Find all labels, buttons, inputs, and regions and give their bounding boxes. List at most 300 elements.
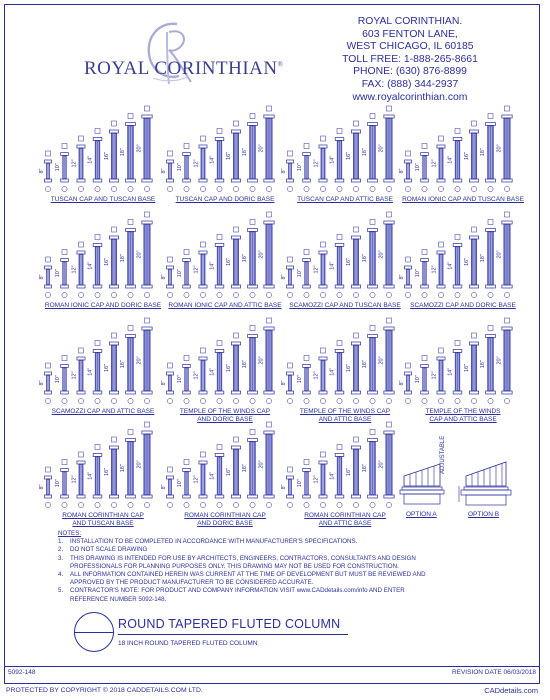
column-elevation (109, 333, 118, 404)
column-elevation (231, 437, 240, 508)
size-label: 18" (480, 360, 487, 369)
notes-header: NOTES: (58, 530, 82, 537)
column-group (162, 420, 288, 530)
size-label: 12" (71, 265, 78, 274)
column-group-caption: ROMAN CORINTHIAN CAP (62, 512, 144, 519)
column-elevation (368, 114, 378, 192)
column-elevation (453, 129, 462, 192)
company-name: ROYAL CORINTHIAN. (357, 16, 463, 27)
column-elevation (183, 250, 191, 298)
note-line (58, 555, 478, 563)
column-elevation (421, 356, 429, 404)
size-label: 16" (463, 257, 470, 267)
column-elevation (61, 460, 69, 508)
size-label: 14" (447, 155, 454, 164)
size-label: 12" (313, 371, 320, 380)
size-label: 8" (39, 168, 45, 174)
column-group (162, 210, 288, 320)
column-elevation (421, 144, 429, 192)
column-elevation (126, 326, 136, 404)
column-group (400, 316, 526, 426)
column-group-caption: TUSCAN CAP AND DORIC BASE (175, 196, 275, 203)
size-label: 20" (378, 356, 385, 365)
note-line (58, 587, 478, 595)
size-label: 20" (496, 356, 503, 365)
size-label: 16" (103, 257, 110, 267)
column-elevation (183, 356, 191, 404)
column-elevation (287, 363, 294, 404)
column-elevations-svg (162, 420, 288, 512)
column-elevation (405, 257, 412, 298)
reference-code: 5092-148 (8, 669, 36, 676)
note-line (58, 563, 478, 571)
column-elevation (126, 114, 136, 192)
size-label: 10" (415, 269, 422, 278)
column-elevation (319, 452, 327, 508)
size-label: 8" (161, 484, 167, 490)
column-group-caption: TUSCAN CAP AND TUSCAN BASE (50, 196, 156, 203)
column-group-caption: CAP AND ATTIC BASE (429, 415, 497, 423)
size-label: 20" (258, 250, 265, 259)
size-label: 18" (120, 148, 127, 157)
column-group-caption: ROMAN IONIC CAP AND ATTIC BASE (168, 302, 282, 309)
column-elevation (502, 106, 512, 192)
column-elevation (61, 144, 69, 192)
column-elevation (199, 452, 207, 508)
size-label: 12" (71, 159, 78, 168)
size-label: 16" (345, 467, 352, 477)
column-elevation (45, 467, 52, 508)
column-elevation (264, 212, 274, 298)
size-label: 20" (136, 250, 143, 259)
note-text: INSTALLATION TO BE COMPLETED IN ACCORDANCE WITH MANUFACTURER'S SPECIFICATIONS. (70, 538, 358, 546)
size-label: 10" (55, 269, 62, 278)
size-label: 16" (103, 467, 110, 477)
column-group (40, 104, 166, 214)
column-group-caption: TEMPLE OF THE WINDS (425, 408, 501, 415)
title-block-divider (4, 666, 540, 667)
column-group (162, 316, 288, 426)
column-elevation (264, 422, 274, 508)
size-label: 14" (329, 155, 336, 164)
size-label: 8" (281, 484, 287, 490)
size-label: 20" (378, 250, 385, 259)
note-number: 1. (58, 538, 64, 546)
column-elevation (384, 106, 394, 192)
column-elevation (231, 333, 240, 404)
note-line (58, 596, 478, 604)
size-label: 8" (281, 168, 287, 174)
size-label: 10" (297, 269, 304, 278)
drawing-title: ROUND TAPERED FLUTED COLUMN (118, 617, 341, 631)
column-elevation (142, 106, 152, 192)
column-elevation (77, 136, 85, 192)
column-group (400, 104, 526, 214)
note-text: PROFESSIONALS FOR PLANNING PURPOSES ONLY. THIS DRAWING MAY NOT BE USED FOR CONSTRUCTION. (70, 562, 399, 570)
column-elevation (303, 460, 311, 508)
size-label: 8" (161, 274, 167, 280)
column-elevation (335, 341, 344, 404)
size-label: 16" (225, 363, 232, 373)
column-elevations-svg (282, 316, 408, 408)
size-label: 16" (225, 257, 232, 267)
revision-date: REVISION DATE 06/03/2018 (451, 669, 536, 676)
column-group-caption: AND DORIC BASE (197, 519, 253, 527)
size-label: 12" (193, 265, 200, 274)
size-label: 10" (297, 479, 304, 488)
size-label: 14" (329, 261, 336, 270)
column-elevation (77, 242, 85, 298)
size-label: 10" (415, 375, 422, 384)
size-label: 14" (209, 261, 216, 270)
option-b-label: OPTION B (468, 511, 500, 518)
column-elevation (45, 151, 52, 192)
size-label: 16" (103, 363, 110, 373)
column-elevation (437, 136, 445, 192)
column-elevation (319, 242, 327, 298)
column-elevation (264, 318, 274, 404)
column-elevation (384, 422, 394, 508)
column-elevation (126, 220, 136, 298)
size-label: 12" (193, 475, 200, 484)
size-label: 8" (281, 380, 287, 386)
size-label: 18" (120, 360, 127, 369)
size-label: 14" (447, 261, 454, 270)
size-label: 18" (362, 360, 369, 369)
column-elevation (109, 437, 118, 508)
column-group-caption: TUSCAN CAP AND ATTIC BASE (297, 196, 393, 203)
column-group (282, 104, 408, 214)
note-text: REFERENCE NUMBER 5092-148. (70, 595, 167, 603)
column-elevation (486, 220, 496, 298)
column-elevation (93, 235, 102, 298)
column-elevation (264, 106, 274, 192)
size-label: 18" (362, 148, 369, 157)
column-elevation (421, 250, 429, 298)
column-elevation (231, 121, 240, 192)
fax-number: FAX: (888) 344-2937 (361, 78, 459, 90)
column-elevation (287, 257, 294, 298)
size-label: 20" (378, 144, 385, 153)
column-group-caption: ROMAN CORINTHIAN CAP (304, 512, 386, 519)
size-label: 20" (496, 250, 503, 259)
size-label: 14" (209, 367, 216, 376)
column-elevation (405, 363, 412, 404)
size-label: 18" (480, 254, 487, 263)
column-elevation (368, 430, 378, 508)
column-elevation (183, 144, 191, 192)
column-elevations-svg (162, 104, 288, 196)
note-number: 4. (58, 571, 64, 579)
column-elevation (287, 467, 294, 508)
column-group (162, 104, 288, 214)
column-elevations-svg (162, 316, 288, 408)
column-elevation (351, 333, 360, 404)
column-elevations-svg (40, 104, 166, 196)
size-label: 10" (297, 375, 304, 384)
column-elevations-svg (400, 316, 526, 408)
column-elevation (199, 136, 207, 192)
column-group (40, 210, 166, 320)
column-elevations-svg (40, 316, 166, 408)
column-group-caption: AND TUSCAN BASE (72, 519, 134, 527)
size-label: 16" (103, 151, 110, 161)
size-label: 16" (225, 467, 232, 477)
column-elevation (437, 242, 445, 298)
note-line (58, 538, 478, 546)
column-elevation (319, 136, 327, 192)
column-group (40, 316, 166, 426)
column-elevation (77, 348, 85, 404)
size-label: 20" (496, 144, 503, 153)
column-group-caption: ROMAN IONIC CAP AND TUSCAN BASE (402, 196, 524, 203)
size-label: 20" (378, 460, 385, 469)
column-elevation (199, 242, 207, 298)
size-label: 8" (399, 380, 405, 386)
size-label: 16" (463, 151, 470, 161)
note-text: DO NOT SCALE DRAWING (70, 546, 148, 554)
column-elevation (248, 430, 258, 508)
column-elevation (319, 348, 327, 404)
column-elevation (384, 212, 394, 298)
column-elevation (77, 452, 85, 508)
size-label: 18" (362, 464, 369, 473)
column-elevation (351, 437, 360, 508)
size-label: 10" (415, 163, 422, 172)
column-elevation (183, 460, 191, 508)
size-label: 20" (258, 144, 265, 153)
column-elevation (351, 121, 360, 192)
column-elevation (61, 356, 69, 404)
column-group-caption: ROMAN IONIC CAP AND DORIC BASE (44, 302, 162, 309)
size-label: 20" (258, 356, 265, 365)
size-label: 16" (345, 151, 352, 161)
column-elevation (486, 114, 496, 192)
option-a-label: OPTION A (406, 511, 437, 518)
size-label: 16" (345, 257, 352, 267)
size-label: 10" (177, 269, 184, 278)
size-label: 10" (177, 163, 184, 172)
size-label: 10" (55, 163, 62, 172)
size-label: 20" (136, 144, 143, 153)
column-elevation (469, 333, 478, 404)
size-label: 20" (136, 460, 143, 469)
size-label: 8" (161, 168, 167, 174)
size-label: 8" (39, 484, 45, 490)
note-text: THIS DRAWING IS INTENDED FOR USE BY ARCHITECTS, ENGINEERS, CONTRACTORS, CONSULTANTS AND DESIGN (70, 554, 416, 562)
column-elevation (486, 326, 496, 404)
column-elevation (45, 363, 52, 404)
option-b-detail-icon (458, 456, 518, 510)
size-label: 10" (55, 479, 62, 488)
note-number (58, 596, 70, 604)
address-line-1: 603 FENTON LANE, (362, 28, 458, 40)
column-group (282, 316, 408, 426)
column-elevation (437, 348, 445, 404)
column-elevation (215, 129, 224, 192)
column-elevation (93, 341, 102, 404)
size-label: 12" (71, 371, 78, 380)
size-label: 14" (87, 155, 94, 164)
size-label: 16" (225, 151, 232, 161)
column-elevations-svg (282, 210, 408, 302)
size-label: 20" (258, 460, 265, 469)
column-group-caption: SCAMOZZI CAP AND ATTIC BASE (51, 408, 155, 415)
size-label: 18" (242, 254, 249, 263)
size-label: 18" (120, 464, 127, 473)
size-label: 14" (209, 471, 216, 480)
column-elevation (335, 445, 344, 508)
column-elevation (167, 363, 174, 404)
column-elevation (368, 220, 378, 298)
size-label: 18" (242, 464, 249, 473)
notes-list (58, 538, 478, 604)
note-line (58, 546, 478, 554)
size-label: 18" (362, 254, 369, 263)
column-elevation (199, 348, 207, 404)
column-elevation (287, 151, 294, 192)
column-elevations-svg (162, 210, 288, 302)
general-notes (58, 530, 478, 604)
size-label: 18" (242, 360, 249, 369)
column-elevation (368, 326, 378, 404)
column-elevations-svg (40, 210, 166, 302)
note-text: ALL INFORMATION CONTAINED HEREIN WAS CURRENT AT THE TIME OF DEVELOPMENT BUT MUST BE REVIEWED AND (70, 571, 426, 579)
column-elevation (93, 129, 102, 192)
size-label: 16" (463, 363, 470, 373)
copyright-notice: PROTECTED BY COPYRIGHT © 2018 CADDETAILS.COM LTD. (6, 687, 203, 694)
size-label: 14" (329, 367, 336, 376)
column-elevation (453, 341, 462, 404)
column-group-caption: SCAMOZZI CAP AND DORIC BASE (410, 302, 516, 309)
column-elevations-svg (400, 210, 526, 302)
drawing-subtitle: 18 INCH ROUND TAPERED FLUTED COLUMN (118, 640, 258, 647)
column-elevation (142, 318, 152, 404)
size-label: 20" (136, 356, 143, 365)
column-elevations-svg (282, 104, 408, 196)
size-label: 10" (297, 163, 304, 172)
note-number (58, 563, 70, 571)
column-elevation (248, 326, 258, 404)
size-label: 12" (71, 475, 78, 484)
size-label: 8" (39, 380, 45, 386)
column-elevation (215, 235, 224, 298)
column-elevation (142, 212, 152, 298)
note-line (58, 579, 478, 587)
note-text: APPROVED BY THE PRODUCT MANUFACTURER TO BE CONSIDERED ACCURATE. (70, 579, 314, 587)
column-elevation (45, 257, 52, 298)
column-elevation (351, 227, 360, 298)
column-elevation (126, 430, 136, 508)
column-group-caption: ROMAN CORINTHIAN CAP (184, 512, 266, 519)
note-number: 2. (58, 546, 64, 554)
column-elevation (335, 129, 344, 192)
size-label: 8" (281, 274, 287, 280)
size-label: 14" (329, 471, 336, 480)
royal-corinthian-logo (84, 18, 284, 108)
column-elevation (248, 114, 258, 192)
size-label: 14" (447, 367, 454, 376)
size-label: 10" (177, 479, 184, 488)
title-circle-icon (74, 612, 114, 652)
size-label: 8" (399, 274, 405, 280)
column-group-caption: AND ATTIC BASE (318, 519, 372, 527)
size-label: 14" (87, 261, 94, 270)
note-number: 5. (58, 587, 64, 595)
column-elevation (384, 318, 394, 404)
size-label: 18" (120, 254, 127, 263)
column-group (40, 420, 166, 530)
title-underline (118, 634, 348, 635)
column-elevations-svg (400, 104, 526, 196)
column-elevation (335, 235, 344, 298)
size-label: 12" (431, 265, 438, 274)
size-label: 12" (313, 265, 320, 274)
column-group-caption: AND DORIC BASE (197, 415, 253, 423)
size-label: 18" (480, 148, 487, 157)
size-label: 8" (161, 380, 167, 386)
phone-number: PHONE: (630) 876-8899 (353, 66, 467, 78)
size-label: 14" (87, 367, 94, 376)
column-elevation (215, 341, 224, 404)
column-elevation (248, 220, 258, 298)
column-group-caption: AND ATTIC BASE (318, 415, 372, 423)
column-elevations-svg (40, 420, 166, 512)
column-elevation (303, 356, 311, 404)
size-label: 12" (193, 371, 200, 380)
column-group (282, 210, 408, 320)
column-group-caption: SCAMOZZI CAP AND TUSCAN BASE (289, 302, 401, 309)
note-number (58, 579, 70, 587)
column-elevation (405, 151, 412, 192)
size-label: 8" (39, 274, 45, 280)
note-number: 3. (58, 554, 64, 562)
address-line-2: WEST CHICAGO, IL 60185 (346, 41, 474, 53)
size-label: 10" (55, 375, 62, 384)
column-elevation (453, 235, 462, 298)
column-group (282, 420, 408, 530)
column-elevations-svg (282, 420, 408, 512)
column-elevation (303, 144, 311, 192)
note-line (58, 571, 478, 579)
size-label: 12" (431, 371, 438, 380)
column-elevation (142, 422, 152, 508)
size-label: 10" (177, 375, 184, 384)
column-elevation (109, 227, 118, 298)
size-label: 12" (313, 475, 320, 484)
size-label: 8" (399, 168, 405, 174)
column-elevation (167, 151, 174, 192)
size-label: 14" (87, 471, 94, 480)
size-label: 16" (345, 363, 352, 373)
column-elevation (303, 250, 311, 298)
column-elevation (502, 212, 512, 298)
column-elevation (231, 227, 240, 298)
website-link[interactable]: www.royalcorinthian.com (352, 91, 468, 103)
size-label: 12" (313, 159, 320, 168)
column-elevation (167, 257, 174, 298)
column-elevation (109, 121, 118, 192)
size-label: 12" (431, 159, 438, 168)
contact-block (300, 16, 520, 104)
size-label: 18" (242, 148, 249, 157)
column-elevation (502, 318, 512, 404)
caddetails-site[interactable]: CADdetails.com (484, 686, 538, 695)
column-elevation (167, 467, 174, 508)
size-label: 14" (209, 155, 216, 164)
adjustable-label: ADJUSTABLE (440, 435, 446, 474)
logo-wordmark: ROYAL CORINTHIAN® (84, 58, 284, 79)
